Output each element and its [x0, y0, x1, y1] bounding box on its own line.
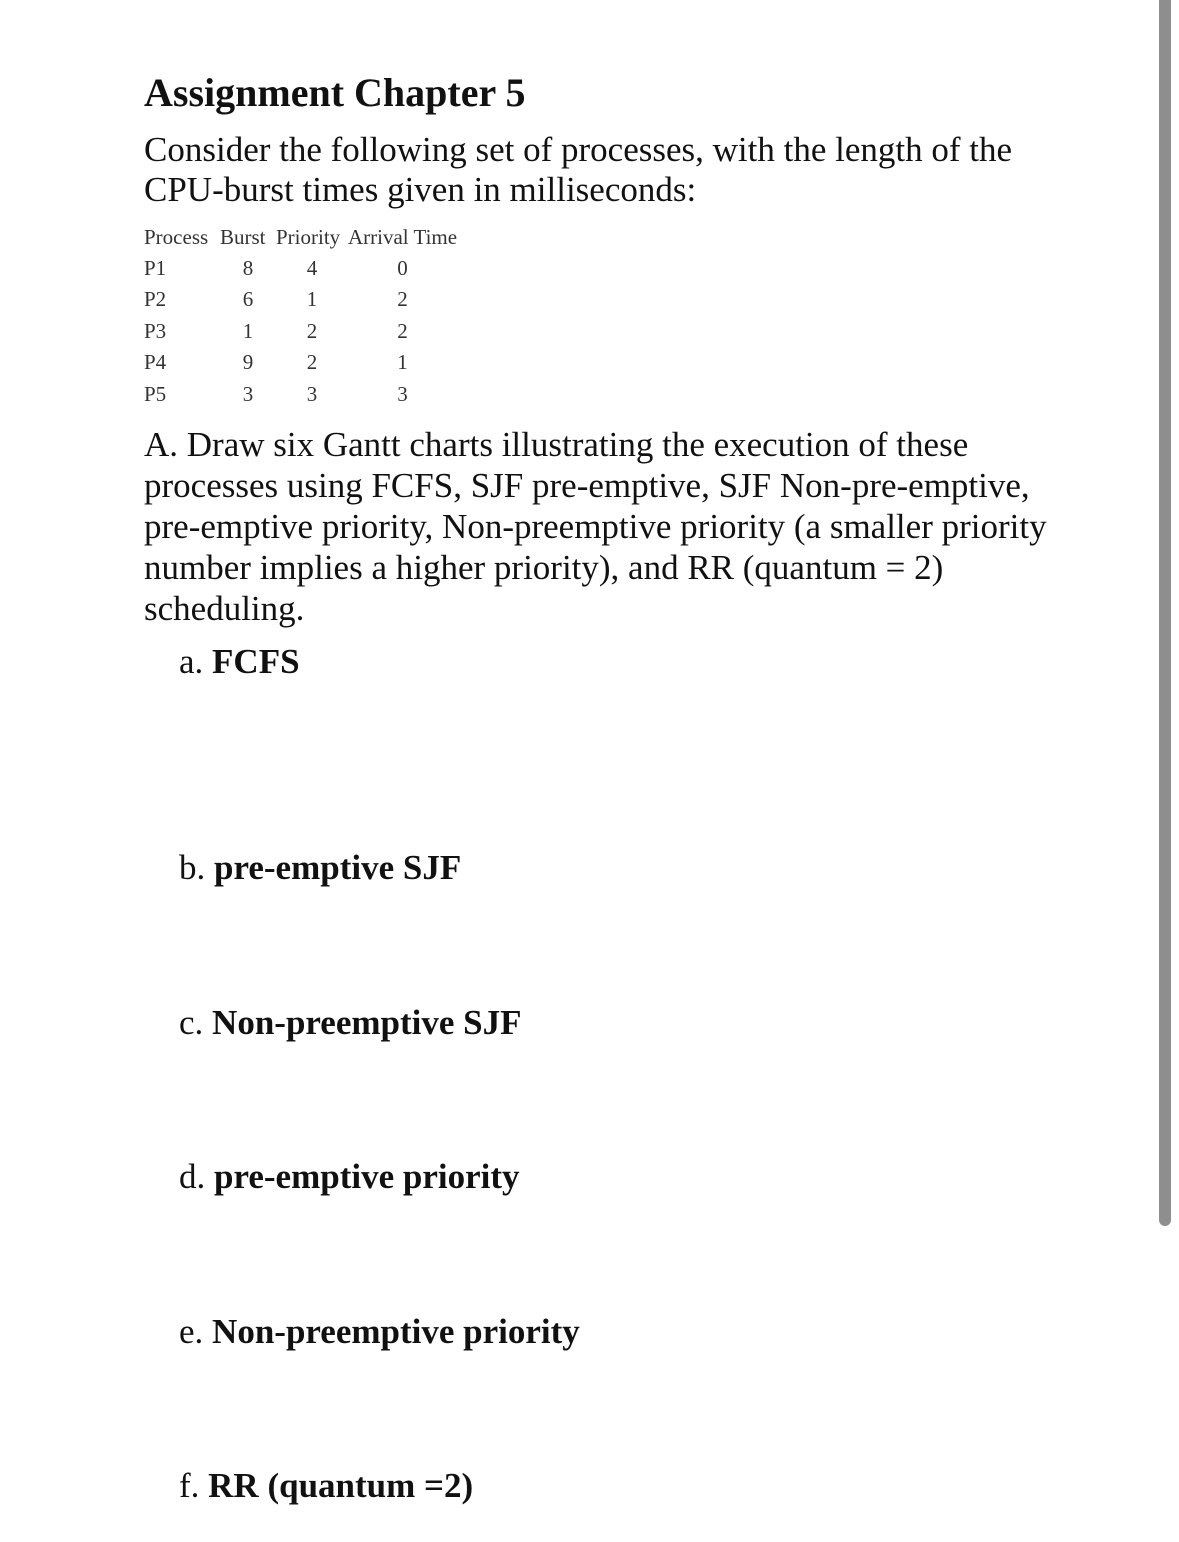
cell-burst: 3: [242, 381, 254, 406]
part-c-nonpreemptive-sjf: [179, 1003, 522, 1043]
cell-priority: 3: [306, 381, 318, 406]
part-label: pre-emptive SJF: [214, 848, 462, 887]
cell-arrival: 2: [397, 287, 408, 312]
part-label: Non-preemptive SJF: [212, 1003, 522, 1042]
cell-arrival: 3: [397, 381, 408, 406]
part-label: RR (quantum =2): [208, 1466, 474, 1505]
cell-priority: 1: [306, 287, 318, 312]
cell-priority: 4: [306, 255, 318, 280]
part-a-fcfs: [179, 642, 300, 682]
cell-process: P5: [144, 381, 167, 406]
cell-arrival: 0: [397, 255, 408, 280]
table-row: [144, 315, 457, 347]
table-header-row: [144, 222, 457, 252]
part-letter: d.: [179, 1157, 206, 1196]
cell-burst: 1: [242, 318, 254, 343]
header-burst: Burst: [220, 225, 266, 249]
process-table: [144, 222, 457, 410]
cell-burst: 6: [242, 287, 254, 312]
cell-priority: 2: [306, 350, 318, 375]
part-label: pre-emptive priority: [214, 1157, 520, 1196]
part-letter: f.: [179, 1466, 200, 1505]
question-paragraph: A. Draw six Gantt charts illustrating the execution of these processes using FCFS, SJF pre-emptive, SJF Non-pre-emptive, pre-emptive priority, Non-preemptive priority (a smaller priority number implies a higher priority), and RR (quantum = 2) scheduling.: [144, 425, 1047, 628]
table-row: [144, 347, 457, 379]
part-letter: e.: [179, 1312, 204, 1351]
page-title: Assignment Chapter 5: [144, 70, 526, 115]
cell-arrival: 2: [397, 318, 408, 343]
cell-arrival: 1: [397, 350, 408, 375]
cell-process: P3: [144, 318, 167, 343]
header-priority: Priority: [276, 225, 341, 249]
part-label: FCFS: [212, 642, 300, 681]
part-f-round-robin: [179, 1466, 473, 1506]
part-letter: b.: [179, 848, 206, 887]
part-b-preemptive-sjf: [179, 848, 461, 888]
part-d-preemptive-priority: [179, 1157, 520, 1197]
cell-process: P1: [144, 255, 167, 280]
table-row: [144, 252, 457, 284]
header-process: Process: [144, 225, 209, 249]
part-letter: a.: [179, 642, 204, 681]
cell-process: P4: [144, 350, 167, 375]
vertical-scrollbar[interactable]: [1159, 0, 1171, 1226]
header-arrival-time: Arrival Time: [348, 225, 458, 249]
cell-priority: 2: [306, 318, 318, 343]
table-row: [144, 284, 457, 316]
cell-process: P2: [144, 287, 167, 312]
intro-paragraph: Consider the following set of processes, with the length of the CPU-burst times given in milliseconds:: [144, 130, 1013, 209]
part-label: Non-preemptive priority: [212, 1312, 580, 1351]
part-letter: c.: [179, 1003, 204, 1042]
part-e-nonpreemptive-priority: [179, 1312, 580, 1352]
table-row: [144, 378, 457, 410]
cell-burst: 8: [242, 255, 254, 280]
cell-burst: 9: [242, 350, 254, 375]
